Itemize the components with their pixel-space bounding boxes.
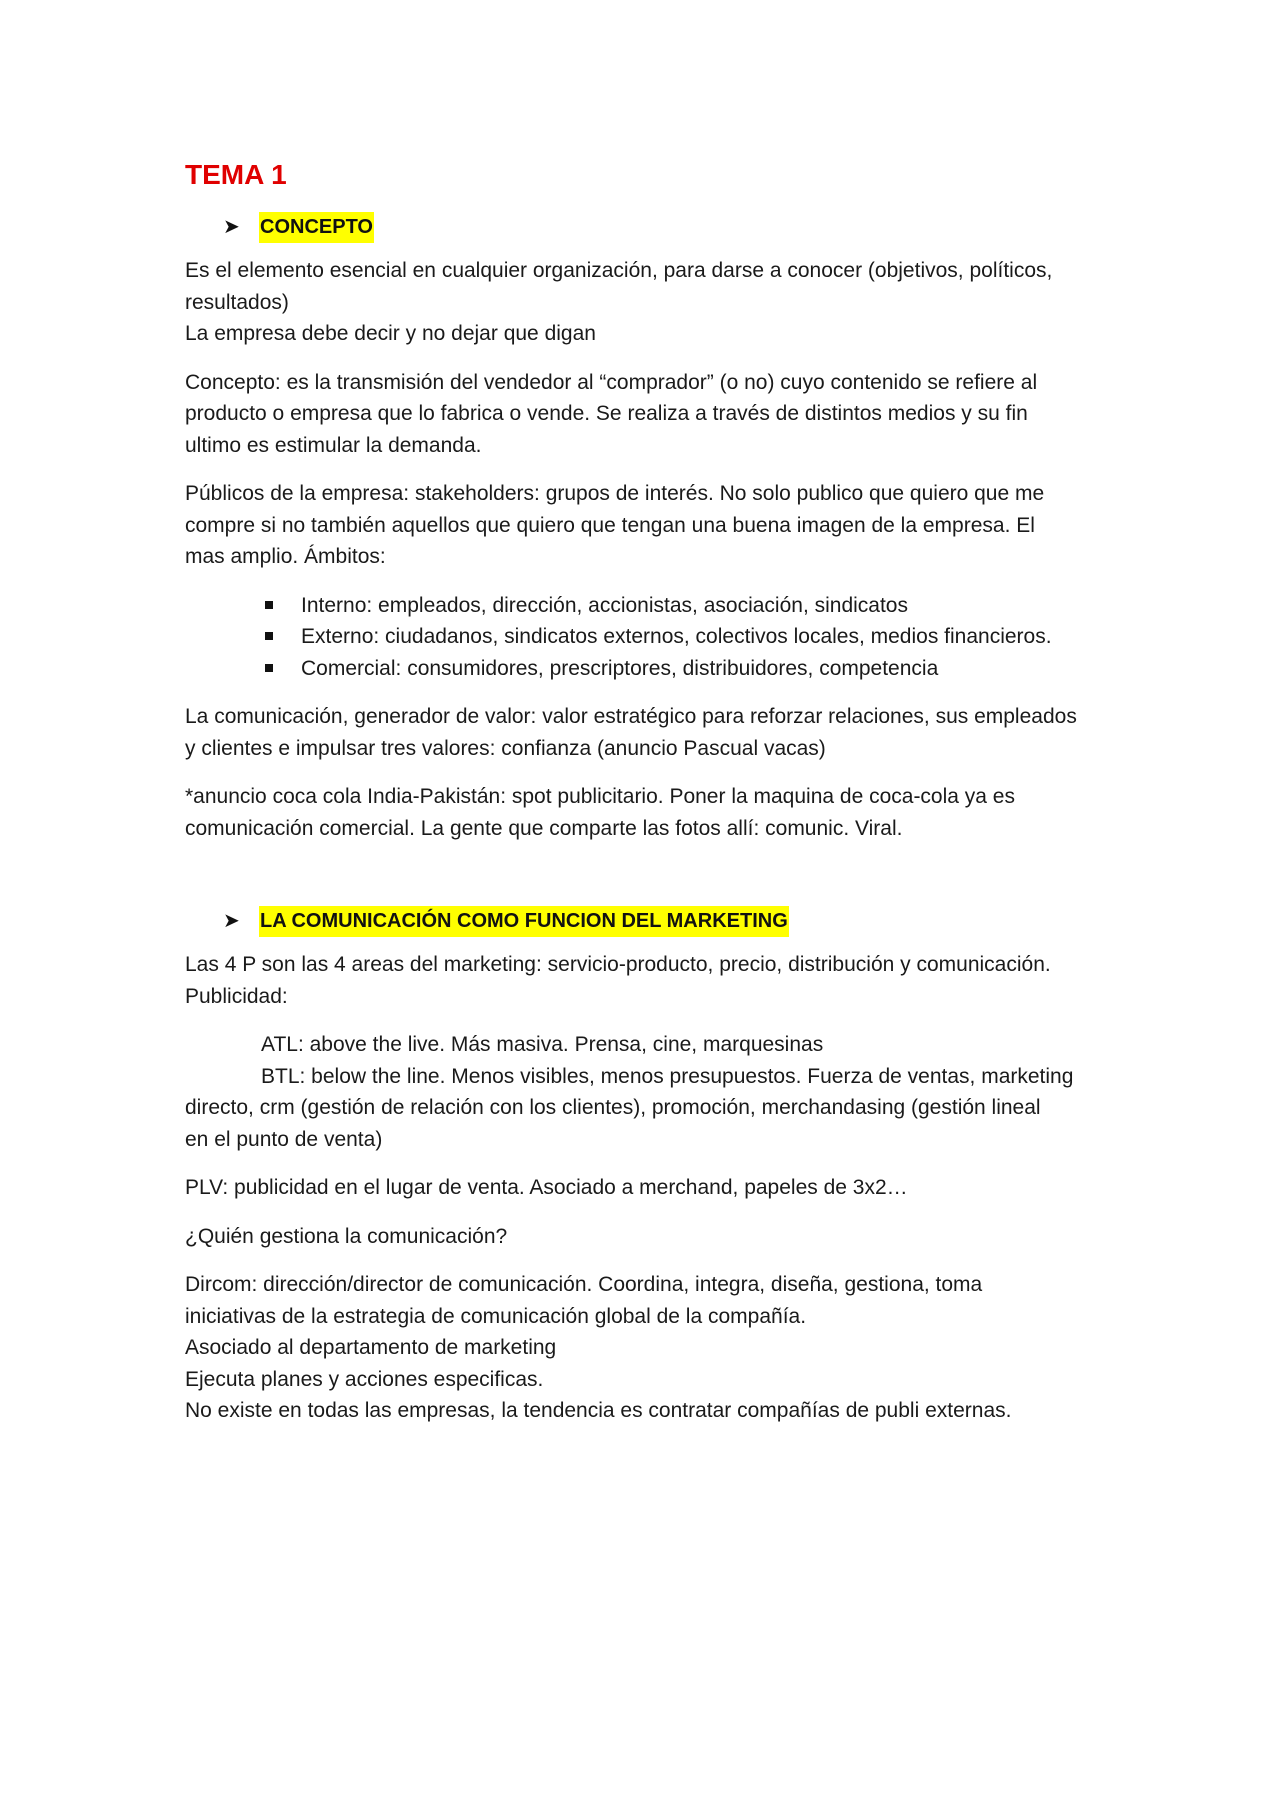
paragraph: ¿Quién gestiona la comunicación? xyxy=(185,1224,508,1248)
text-line: BTL: below the line. Menos visibles, menos presupuestos. Fuerza de ventas, marketing xyxy=(261,1064,1074,1088)
list-item xyxy=(185,590,1105,622)
text-line: Ejecuta planes y acciones especificas. xyxy=(185,1367,544,1391)
text-line: compre si no también aquellos que quiero que tengan una buena imagen de la empresa. El xyxy=(185,513,1035,537)
bullet-list xyxy=(185,590,1105,685)
text-line: No existe en todas las empresas, la tendencia es contratar compañías de publi externas. xyxy=(185,1399,1012,1422)
text-line: Concepto: es la transmisión del vendedor al “comprador” (o no) cuyo contenido se refiere al xyxy=(185,370,1038,394)
text-line: iniciativas de la estrategia de comunicación global de la compañía. xyxy=(185,1304,807,1328)
text-line: Públicos de la empresa: stakeholders: grupos de interés. No solo publico que quiero que me xyxy=(185,482,1045,505)
section-heading-marketing xyxy=(223,906,1105,937)
paragraph xyxy=(185,701,1105,764)
text-line: resultados) xyxy=(185,290,289,314)
text-line: La empresa debe decir y no dejar que digan xyxy=(185,322,596,345)
list-item-text: Externo: ciudadanos, sindicatos externos, colectivos locales, medios financieros. xyxy=(301,625,1052,648)
list-item xyxy=(185,653,1105,685)
text-line: mas amplio. Ámbitos: xyxy=(185,545,386,568)
section-heading-label: CONCEPTO xyxy=(259,212,374,244)
square-bullet-icon xyxy=(265,632,273,640)
text-line: ATL: above the live. Más masiva. Prensa, cine, marquesinas xyxy=(261,1033,824,1056)
text-line: La comunicación, generador de valor: valor estratégico para reforzar relaciones, sus empleados xyxy=(185,705,1077,728)
list-item-text: Comercial: consumidores, prescriptores, distribuidores, competencia xyxy=(301,656,939,680)
text-line: en el punto de venta) xyxy=(185,1127,383,1151)
text-line: ultimo es estimular la demanda. xyxy=(185,433,482,457)
paragraph xyxy=(185,1269,1105,1427)
square-bullet-icon xyxy=(265,664,273,672)
text-line: y clientes e impulsar tres valores: confianza (anuncio Pascual vacas) xyxy=(185,736,826,760)
paragraph xyxy=(185,781,1105,844)
section-heading-concepto xyxy=(223,212,1105,243)
text-line: Asociado al departamento de marketing xyxy=(185,1336,557,1359)
list-item xyxy=(185,621,1105,653)
text-line: *anuncio coca cola India-Pakistán: spot publicitario. Poner la maquina de coca-cola ya es xyxy=(185,785,1015,808)
square-bullet-icon xyxy=(265,601,273,609)
paragraph-atl-btl xyxy=(185,1029,1105,1155)
arrowhead-icon: ➤ xyxy=(223,909,240,932)
text-line: Es el elemento esencial en cualquier organización, para darse a conocer (objetivos, políticos, xyxy=(185,259,1053,282)
paragraph xyxy=(185,478,1105,573)
document-body xyxy=(185,158,1105,1444)
text-line: Publicidad: xyxy=(185,984,288,1008)
section-spacer xyxy=(185,861,1105,906)
section-heading-label: LA COMUNICACIÓN COMO FUNCION DEL MARKETING xyxy=(259,906,789,938)
text-line: directo, crm (gestión de relación con los clientes), promoción, merchandasing (gestión lineal xyxy=(185,1096,1041,1119)
text-line: Las 4 P son las 4 areas del marketing: servicio-producto, precio, distribución y comunicación. xyxy=(185,953,1051,976)
text-line: producto o empresa que lo fabrica o vende. Se realiza a través de distintos medios y su fin xyxy=(185,402,1028,425)
paragraph xyxy=(185,949,1105,1012)
paragraph: PLV: publicidad en el lugar de venta. Asociado a merchand, papeles de 3x2… xyxy=(185,1176,908,1199)
list-item-text: Interno: empleados, dirección, accionistas, asociación, sindicatos xyxy=(301,593,908,617)
paragraph xyxy=(185,367,1105,462)
document-title: TEMA 1 xyxy=(185,159,287,190)
text-line: Dircom: dirección/director de comunicación. Coordina, integra, diseña, gestiona, toma xyxy=(185,1273,983,1296)
arrowhead-icon: ➤ xyxy=(223,215,240,238)
paragraph xyxy=(185,255,1105,350)
text-line: comunicación comercial. La gente que comparte las fotos allí: comunic. Viral. xyxy=(185,816,903,840)
